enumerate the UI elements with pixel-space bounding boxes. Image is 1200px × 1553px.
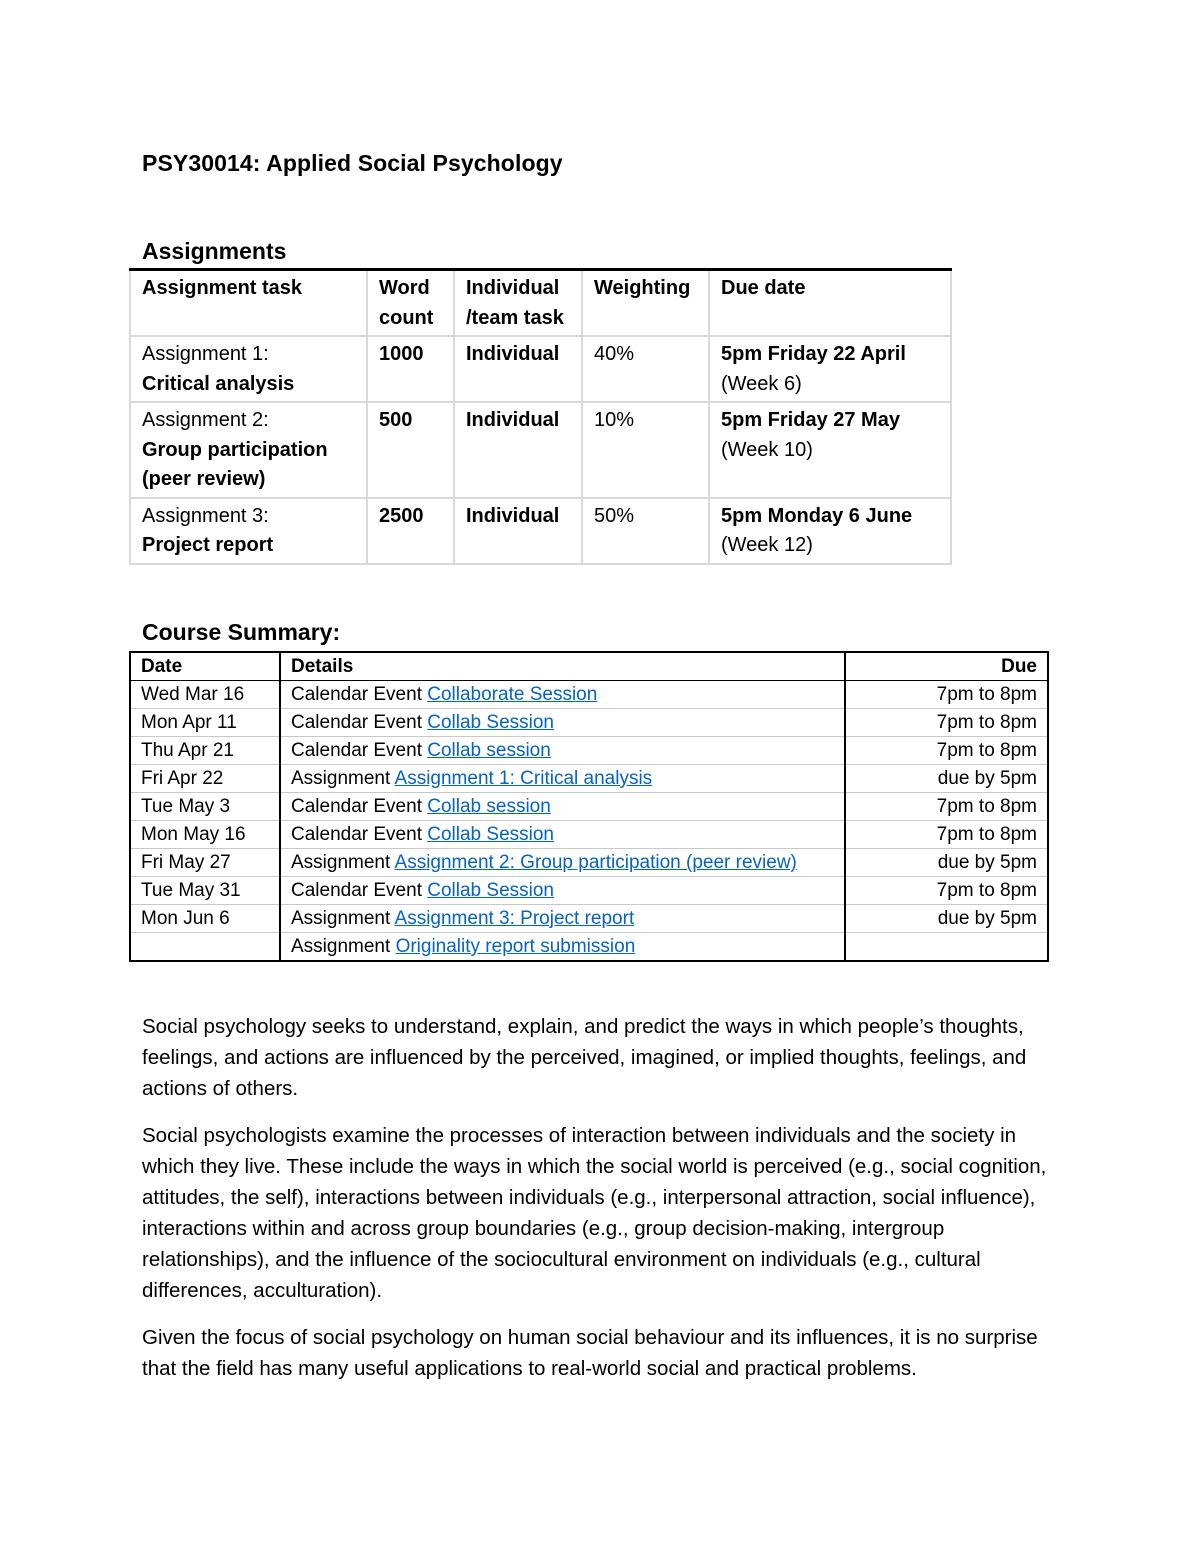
weighting-cell: 50%: [582, 498, 709, 564]
summary-due: due by 5pm: [845, 849, 1048, 877]
summary-date: Fri May 27: [130, 849, 280, 877]
word-count-cell: 500: [367, 402, 454, 498]
weighting-cell: 40%: [582, 336, 709, 402]
task-type-cell: Individual: [454, 402, 582, 498]
summary-row: [130, 877, 1048, 905]
summary-row: [130, 681, 1048, 709]
assignment-link[interactable]: Originality report submission: [395, 936, 636, 957]
header-assignment-task: Assignment task: [130, 270, 367, 337]
assignments-heading: Assignments: [142, 238, 287, 264]
assignment-row: [130, 402, 951, 498]
assignment-task-cell: [130, 402, 367, 498]
summary-row: [130, 737, 1048, 765]
due-date-week: (Week 12): [721, 534, 813, 556]
summary-details: [280, 933, 845, 962]
page-title: PSY30014: Applied Social Psychology: [142, 150, 563, 176]
summary-header-row: [130, 652, 1048, 681]
summary-details: [280, 821, 845, 849]
due-date-cell: [709, 336, 951, 402]
summary-due: 7pm to 8pm: [845, 737, 1048, 765]
header-due-date: Due date: [709, 270, 951, 337]
word-count-cell: 1000: [367, 336, 454, 402]
summary-details: [280, 737, 845, 765]
event-type: Calendar Event: [291, 824, 422, 845]
summary-date: Fri Apr 22: [130, 765, 280, 793]
summary-date: [130, 933, 280, 962]
assignment-link[interactable]: Assignment 2: Group participation (peer review): [394, 852, 797, 873]
description-paragraph: Given the focus of social psychology on human social behaviour and its influences, it is no surprise that the field has many useful applications to real-world social and practical problems.: [142, 1326, 1038, 1380]
event-link[interactable]: Collab session: [427, 740, 551, 761]
header-word-count: Word count: [367, 270, 454, 337]
summary-details: [280, 765, 845, 793]
summary-date: Tue May 3: [130, 793, 280, 821]
assignment-name: Group participation (peer review): [142, 438, 328, 490]
summary-row: [130, 793, 1048, 821]
summary-date: Thu Apr 21: [130, 737, 280, 765]
assignments-header-row: [130, 270, 951, 337]
description-paragraph: Social psychology seeks to understand, explain, and predict the ways in which people’s thoughts, feelings, and actions are influenced by the perceived, imagined, or implied thoughts, feelings, and actions of others.: [142, 1015, 1027, 1100]
header-details: Details: [280, 652, 845, 681]
summary-due: 7pm to 8pm: [845, 681, 1048, 709]
assignment-name: Project report: [142, 534, 274, 556]
header-individual-team: Individual /team task: [454, 270, 582, 337]
summary-due: due by 5pm: [845, 905, 1048, 933]
event-type: Calendar Event: [291, 740, 422, 761]
event-type: Calendar Event: [291, 796, 422, 817]
event-link[interactable]: Collaborate Session: [427, 684, 598, 705]
event-link[interactable]: Collab session: [427, 796, 551, 817]
header-due: Due: [845, 652, 1048, 681]
assignment-row: [130, 336, 951, 402]
description-paragraph: Social psychologists examine the processes of interaction between individuals and the society in which they live. These include the ways in which the social world is perceived (e.g., social cognition, attitudes, the self), interactions between individuals (e.g., interpersonal attraction, social influence), interactions within and across group boundaries (e.g., group decision-making, intergroup relationships), and the influence of the sociocultural environment on individuals (e.g., cultural differences, acculturation).: [142, 1124, 1047, 1302]
summary-row: [130, 933, 1048, 962]
due-date-week: (Week 6): [721, 372, 802, 395]
event-type: Calendar Event: [291, 880, 422, 901]
summary-details: [280, 905, 845, 933]
due-date-week: (Week 10): [721, 438, 813, 461]
summary-row: [130, 905, 1048, 933]
task-type-cell: Individual: [454, 498, 582, 564]
event-type: Assignment: [291, 936, 391, 957]
summary-details: [280, 793, 845, 821]
course-summary-table: [129, 651, 1049, 962]
summary-due: 7pm to 8pm: [845, 877, 1048, 905]
due-date-cell: [709, 402, 951, 498]
event-type: Assignment: [291, 908, 391, 929]
assignment-label: Assignment 1:: [142, 343, 269, 365]
task-type-cell: Individual: [454, 336, 582, 402]
assignments-table: [129, 268, 952, 565]
summary-details: [280, 849, 845, 877]
summary-date: Mon May 16: [130, 821, 280, 849]
summary-due: 7pm to 8pm: [845, 793, 1048, 821]
summary-row: [130, 849, 1048, 877]
summary-due: 7pm to 8pm: [845, 821, 1048, 849]
event-link[interactable]: Collab Session: [427, 712, 554, 733]
assignment-row: [130, 498, 951, 564]
due-date-time: 5pm Friday 22 April: [721, 343, 906, 365]
course-description: [142, 1011, 1072, 1400]
word-count-cell: 2500: [367, 498, 454, 564]
event-type: Assignment: [291, 852, 391, 873]
event-link[interactable]: Collab Session: [427, 880, 554, 901]
summary-details: [280, 877, 845, 905]
assignment-name: Critical analysis: [142, 372, 295, 395]
due-date-cell: [709, 498, 951, 564]
assignment-link[interactable]: Assignment 3: Project report: [394, 908, 635, 929]
course-summary-heading: Course Summary:: [142, 619, 341, 645]
summary-details: [280, 681, 845, 709]
summary-date: Mon Apr 11: [130, 709, 280, 737]
due-date-time: 5pm Friday 27 May: [721, 409, 900, 431]
event-type: Calendar Event: [291, 712, 422, 733]
summary-date: Tue May 31: [130, 877, 280, 905]
summary-details: [280, 709, 845, 737]
summary-row: [130, 709, 1048, 737]
assignment-link[interactable]: Assignment 1: Critical analysis: [394, 768, 653, 789]
event-type: Assignment: [291, 768, 391, 789]
assignment-task-cell: [130, 336, 367, 402]
header-weighting: Weighting: [582, 270, 709, 337]
summary-due: due by 5pm: [845, 765, 1048, 793]
summary-date: Wed Mar 16: [130, 681, 280, 709]
assignment-label: Assignment 3:: [142, 504, 269, 527]
summary-due: [845, 933, 1048, 962]
assignment-task-cell: [130, 498, 367, 564]
event-type: Calendar Event: [291, 684, 422, 705]
header-date: Date: [130, 652, 280, 681]
summary-row: [130, 765, 1048, 793]
event-link[interactable]: Collab Session: [427, 824, 554, 845]
assignment-label: Assignment 2:: [142, 409, 269, 431]
summary-date: Mon Jun 6: [130, 905, 280, 933]
weighting-cell: 10%: [582, 402, 709, 498]
due-date-time: 5pm Monday 6 June: [721, 504, 913, 527]
summary-due: 7pm to 8pm: [845, 709, 1048, 737]
summary-row: [130, 821, 1048, 849]
